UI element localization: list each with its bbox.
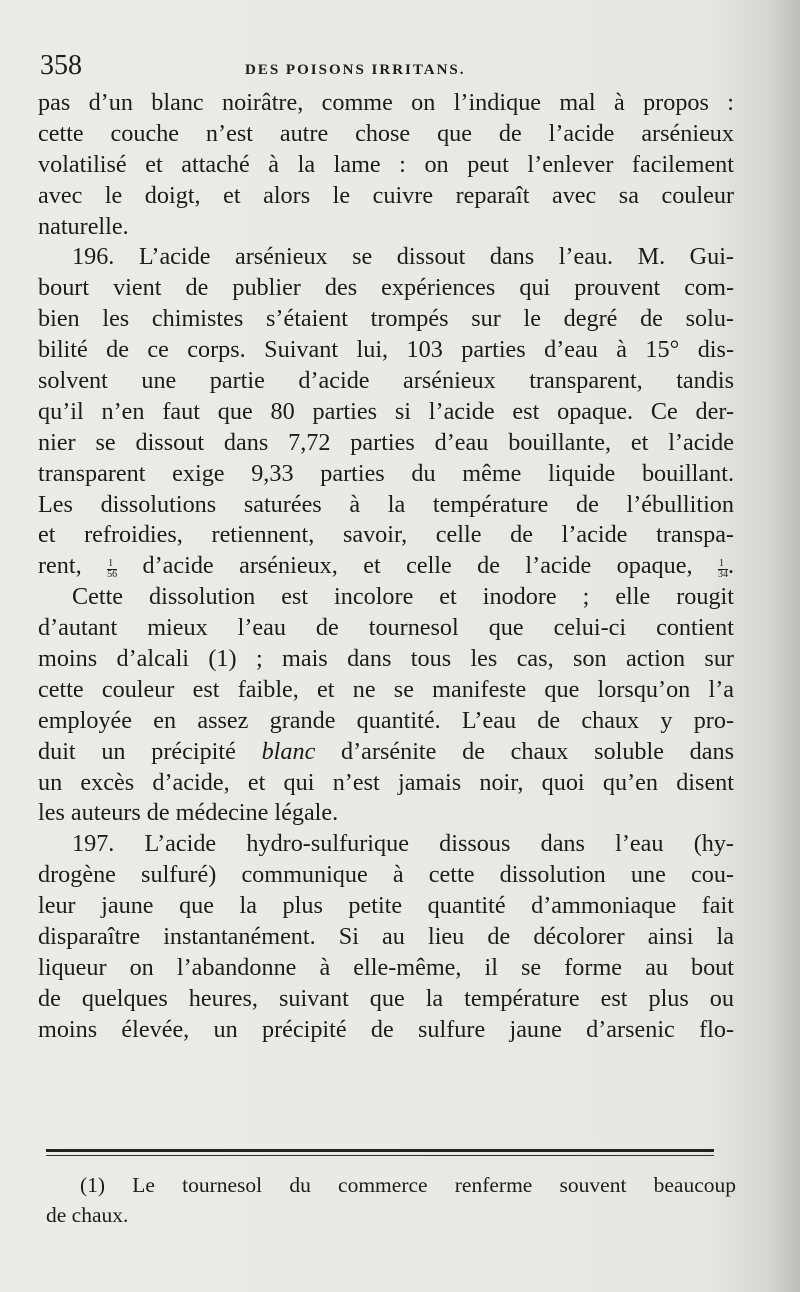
body-text [38, 88, 734, 1046]
running-title: DES POISONS IRRITANS. [245, 62, 466, 78]
paragraph-196-start: 196. L’acide arsénieux se dissout dans l’eau. M. Gui- [72, 243, 734, 271]
text-line: qu’il n’en faut que 80 parties si l’acide est opaque. Ce der- [38, 397, 734, 425]
page-number: 358 [40, 50, 82, 81]
fraction-numerator: 1 [107, 559, 117, 570]
paragraph-197-start: 197. L’acide hydro-sulfurique dissous dans l’eau (hy- [72, 830, 734, 858]
footnote [46, 1170, 736, 1230]
text-line: solvent une partie d’acide arsénieux transparent, tandis [38, 367, 734, 395]
text-line-with-fractions: rent, $\frac{1}{56}$ d’acide arsénieux, et celle de l’acide opaque, $\frac{1}{34}$ . [38, 552, 735, 581]
text-line: transparent exige 9,33 parties du même liquide bouillant. [38, 459, 734, 487]
fraction-denominator: 56 [107, 569, 118, 581]
text-line: de quelques heures, suivant que la température est plus ou [38, 984, 734, 1012]
footnote-line: de chaux. [46, 1203, 129, 1227]
text-line: cette couche n’est autre chose que de l’acide arsénieux [38, 119, 734, 147]
text-line: liqueur on l’abandonne à elle-même, il se forme au bout [38, 953, 734, 981]
page-header [40, 50, 740, 90]
text-line: moins d’alcali (1) ; mais dans tous les cas, son action sur [38, 645, 734, 673]
text-line: disparaître instantanément. Si au lieu de décolorer ainsi la [38, 923, 734, 951]
fraction-denominator: 34 [717, 569, 728, 581]
text-line: Les dissolutions saturées à la température de l’ébullition [38, 490, 734, 518]
text-line-with-italic [38, 737, 734, 768]
text-line: les auteurs de médecine légale. [38, 799, 339, 827]
text-line: naturelle. [38, 212, 129, 240]
text-line: employée en assez grande quantité. L’eau de chaux y pro- [38, 706, 734, 734]
fraction-numerator: 1 [718, 559, 728, 570]
text-line: leur jaune que la plus petite quantité d’ammoniaque fait [38, 892, 734, 920]
text-fragment: duit un précipité [38, 737, 236, 765]
text-line: volatilisé et attaché à la lame : on peut l’enlever facilement [38, 150, 734, 178]
text-line: nier se dissout dans 7,72 parties d’eau bouillante, et l’acide [38, 428, 734, 456]
text-fragment: d’arsénite de chaux soluble dans [341, 737, 735, 765]
paragraph-start: Cette dissolution est incolore et inodore ; elle rougit [72, 583, 734, 611]
footnote-line: (1) Le tournesol du commerce renferme souvent beaucoup [80, 1173, 736, 1197]
text-line: avec le doigt, et alors le cuivre reparaît avec sa couleur [38, 181, 734, 209]
text-line: un excès d’acide, et qui n’est jamais noir, quoi qu’en disent [38, 768, 734, 796]
fraction-transparent [107, 559, 117, 580]
text-fragment: rent, [38, 552, 82, 580]
text-line: cette couleur est faible, et ne se manifeste que lorsqu’on l’a [38, 675, 734, 703]
text-line: moins élevée, un précipité de sulfure jaune d’arsenic flo- [38, 1015, 734, 1043]
text-line: bien les chimistes s’étaient trompés sur le degré de solu- [38, 305, 734, 333]
text-line: bilité de ce corps. Suivant lui, 103 parties d’eau à 15° dis- [38, 336, 734, 364]
fraction-opaque [718, 559, 728, 580]
text-line: d’autant mieux l’eau de tournesol que celui-ci contient [38, 614, 734, 642]
text-line: et refroidies, retiennent, savoir, celle de l’acide transpa- [38, 521, 734, 549]
text-line: drogène sulfuré) communique à cette dissolution une cou- [38, 861, 734, 889]
text-fragment: d’acide arsénieux, et celle de l’acide opaque, [142, 552, 693, 580]
footnote-divider-thin [46, 1155, 714, 1156]
italic-word: blanc [261, 737, 316, 765]
text-line: bourt vient de publier des expériences qui prouvent com- [38, 274, 734, 302]
text-line: pas d’un blanc noirâtre, comme on l’indique mal à propos : [38, 89, 734, 116]
footnote-divider [46, 1149, 714, 1152]
